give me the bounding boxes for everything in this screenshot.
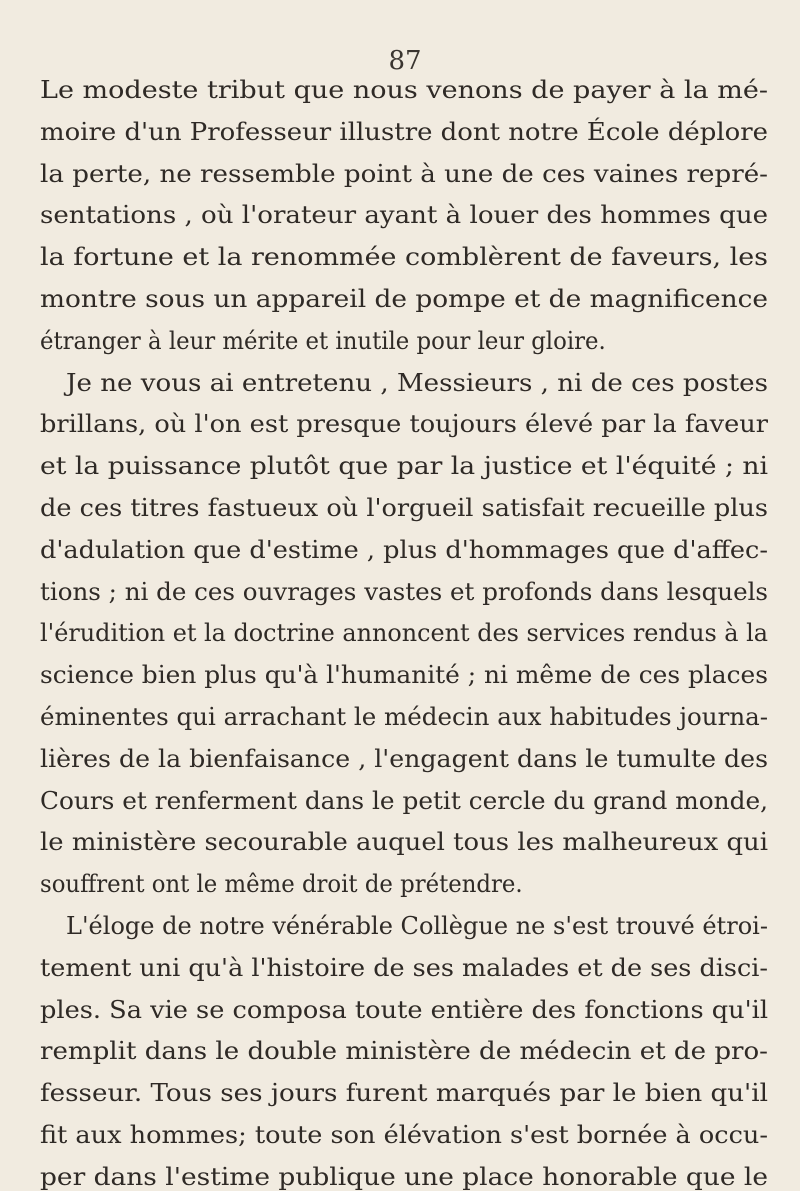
text-line: Je ne vous ai entretenu , Messieurs , ni de ces postes xyxy=(66,367,769,397)
text-line: Cours et renferment dans le petit cercle du grand monde, xyxy=(40,785,769,815)
text-line: fesseur. Tous ses jours furent marqués par le bien qu'il xyxy=(40,1078,768,1108)
text-line: sentations , où l'orateur ayant à louer des hommes que xyxy=(40,200,769,230)
text-line: lières de la bienfaisance , l'engagent dans le tumulte des xyxy=(40,743,769,773)
text-line: la fortune et la renommée comblèrent de faveurs, les xyxy=(40,242,768,272)
text-line: tement uni qu'à l'histoire de ses malades et de ses disci- xyxy=(40,952,769,982)
text-line: Le modeste tribut que nous venons de payer à la mé- xyxy=(40,75,769,104)
text-line: tions ; ni de ces ouvrages vastes et profonds dans lesquels xyxy=(40,576,769,606)
text-line: ples. Sa vie se composa toute entière des fonctions qu'il xyxy=(40,994,769,1024)
text-line: moire d'un Professeur illustre dont notre École déplore xyxy=(40,116,769,146)
text-line: d'adulation que d'estime , plus d'hommages que d'affec- xyxy=(40,534,768,564)
text-line: et la puissance plutôt que par la justice et l'équité ; ni xyxy=(40,451,769,481)
text-line: remplit dans le double ministère de médecin et de pro- xyxy=(40,1036,768,1066)
text-line: L'éloge de notre vénérable Collègue ne s'est trouvé étroi- xyxy=(66,911,768,940)
text-line: le ministère secourable auquel tous les malheureux qui xyxy=(40,827,769,857)
text-line: souffrent ont le même droit de prétendre. xyxy=(40,869,523,899)
text-line: la perte, ne ressemble point à une de ces vaines repré- xyxy=(40,158,768,188)
text-line: science bien plus qu'à l'humanité ; ni même de ces places xyxy=(40,660,768,690)
page-number: 87 xyxy=(388,46,422,76)
text-line: brillans, où l'on est presque toujours élevé par la faveur xyxy=(40,409,768,439)
text-line: fit aux hommes; toute son élévation s'est bornée à occu- xyxy=(40,1120,769,1149)
text-line: per dans l'estime publique une place honorable que le xyxy=(40,1161,769,1191)
text-line: montre sous un appareil de pompe et de magnificence xyxy=(40,284,769,313)
text-line: l'érudition et la doctrine annoncent des services rendus à la xyxy=(40,618,769,648)
text-line: éminentes qui arrachant le médecin aux habitudes journa- xyxy=(40,702,769,731)
text-line: étranger à leur mérite et inutile pour leur gloire. xyxy=(40,325,606,355)
text-line: de ces titres fastueux où l'orgueil satisfait recueille plus xyxy=(40,493,768,522)
